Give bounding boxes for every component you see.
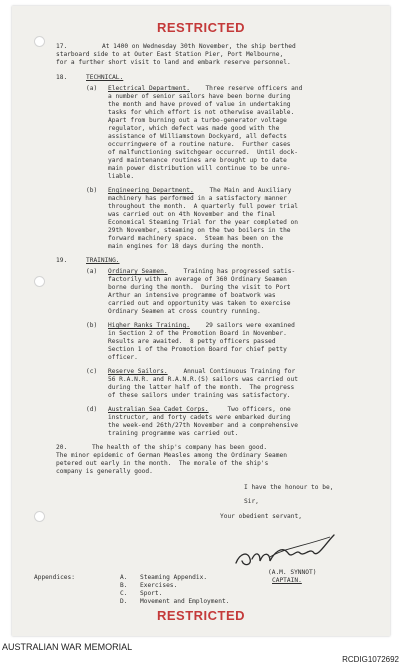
text-line: tasks for which effort is not otherwise available. — [108, 109, 295, 116]
item-label: (b) — [86, 187, 98, 194]
appendix-letter: D. — [120, 598, 128, 605]
appendices-label: Appendices: — [34, 574, 75, 581]
text-line: regulator, which defect was made good with the — [108, 125, 280, 132]
appendix-title: Exercises. — [140, 582, 178, 589]
paragraph-number: 17. — [56, 43, 68, 50]
item-label: (c) — [86, 368, 98, 375]
item-label: (b) — [86, 322, 98, 329]
text-line: starboard side to at Outer East Station Pier, Port Melbourne, — [56, 51, 284, 58]
paragraph-number: 19. — [56, 257, 68, 264]
text-line: Economical Steaming Trial for the year completed on — [108, 219, 298, 226]
text-line: machinery has performed in a satisfactory manner — [108, 195, 287, 202]
text-line: 56 R.A.N.R. and R.A.N.R.(S) sailors was carried out — [108, 376, 298, 383]
closing-sir: Sir, — [244, 498, 259, 505]
text-line: Arthur an intensive programme of boatwork was — [108, 292, 276, 299]
text-line: The minor epidemic of German Measles among the Ordinary Seamen — [56, 452, 287, 459]
text-line: liable. — [108, 173, 135, 180]
text-line: 29th November, steaming on the two boilers in the — [108, 227, 291, 234]
closing-servant: Your obedient servant, — [220, 513, 302, 520]
text-line: borne during the month. During the visit to Port — [108, 284, 291, 291]
text-line: of these sailors under training was satisfactory. — [108, 392, 291, 399]
text-line: Three reserve officers and — [198, 85, 303, 92]
archive-record-id: RCDIG1072692 — [342, 655, 399, 664]
text-line: main engines for 18 days during the month. — [108, 243, 265, 250]
handwritten-signature — [230, 523, 340, 569]
archive-organisation: AUSTRALIAN WAR MEMORIAL — [2, 642, 133, 652]
item-title: Ordinary Seamen. — [108, 268, 168, 275]
item-label: (a) — [86, 85, 98, 92]
punch-hole — [34, 276, 45, 287]
paragraph-number: 18. — [56, 74, 68, 81]
text-line: in Section 2 of the Promotion Board in November. — [108, 330, 287, 337]
text-line: the month and have proved of value in undertaking — [108, 101, 291, 108]
text-line: a number of senior sailors have been borne during — [108, 93, 291, 100]
paragraph-number: 20. — [56, 444, 68, 451]
item-label: (d) — [86, 406, 98, 413]
signatory-name: (A.M. SYNNOT) — [268, 569, 317, 576]
text-line: yard maintenance routines are brought up to date — [108, 157, 287, 164]
closing-honour: I have the honour to be, — [244, 484, 334, 491]
text-line: training programme was carried out. — [108, 430, 239, 437]
text-line: for a further short visit to land and embark reserve personnel. — [56, 59, 291, 66]
signatory-rank: CAPTAIN. — [272, 577, 302, 584]
text-line: Two officers, one — [220, 406, 291, 413]
text-line: Results are awaited. 8 petty officers passed — [108, 338, 276, 345]
text-line: company is generally good. — [56, 468, 153, 475]
text-line: officer. — [108, 354, 138, 361]
text-line: At 1400 on Wednesday 30th November, the ship berthed — [102, 43, 296, 50]
text-line: The health of the ship's company has been good. — [92, 444, 268, 451]
text-line: Ordinary Seamen at cross country running. — [108, 308, 261, 315]
text-line: petered out early in the month. The morale of the ship's — [56, 460, 269, 467]
appendix-letter: B. — [120, 582, 128, 589]
restricted-stamp-top: RESTRICTED — [156, 20, 246, 35]
text-line: Apart from burning out a turbo-generator voltage — [108, 117, 287, 124]
appendix-letter: A. — [120, 574, 128, 581]
item-title: Australian Sea Cadet Corps. — [108, 406, 209, 413]
text-line: Training has progressed satis- — [176, 268, 296, 275]
item-label: (a) — [86, 268, 98, 275]
archive-footer — [0, 640, 401, 666]
text-line: assistance of Williamstown Dockyard, all defects — [108, 133, 287, 140]
text-line: Annual Continuous Training for — [176, 368, 296, 375]
text-line: during the latter half of the month. The progress — [108, 384, 295, 391]
text-line: instructor, and forty cadets were embarked during — [108, 414, 291, 421]
text-line: forward machinery space. Steam has been on the — [108, 235, 284, 242]
text-line: was carried out on 4th November and the final — [108, 211, 276, 218]
restricted-stamp-bottom: RESTRICTED — [156, 608, 246, 623]
section-heading: TRAINING. — [86, 257, 120, 264]
appendix-letter: C. — [120, 590, 128, 597]
text-line: throughout the month. A quarterly full power trial — [108, 203, 298, 210]
appendix-title: Movement and Employment. — [140, 598, 230, 605]
text-line: Section 1 of the Promotion Board for chief petty — [108, 346, 287, 353]
text-line: of malfunctioning switchgear occurred. Until dock- — [108, 149, 298, 156]
text-line: The Main and Auxiliary — [202, 187, 292, 194]
item-title: Engineering Department. — [108, 187, 194, 194]
section-heading: TECHNICAL. — [86, 74, 124, 81]
item-title: Reserve Sailors. — [108, 368, 168, 375]
text-line: carried out and opportunity was taken to exercise — [108, 300, 291, 307]
punch-hole — [34, 36, 45, 47]
item-title: Higher Ranks Training. — [108, 322, 190, 329]
appendix-title: Steaming Appendix. — [140, 574, 208, 581]
document-page — [12, 6, 390, 636]
text-line: the week-end 26th/27th November and a comprehensive — [108, 422, 298, 429]
text-line: 29 sailors were examined — [198, 322, 295, 329]
text-line: occurringwere of a routine nature. Further cases — [108, 141, 291, 148]
appendix-title: Sport. — [140, 590, 163, 597]
punch-hole — [34, 511, 45, 522]
text-line: factorily with an average of 360 Ordinary Seamen — [108, 276, 287, 283]
text-line: main power distribution will continue to be unre- — [108, 165, 291, 172]
item-title: Electrical Department. — [108, 85, 190, 92]
